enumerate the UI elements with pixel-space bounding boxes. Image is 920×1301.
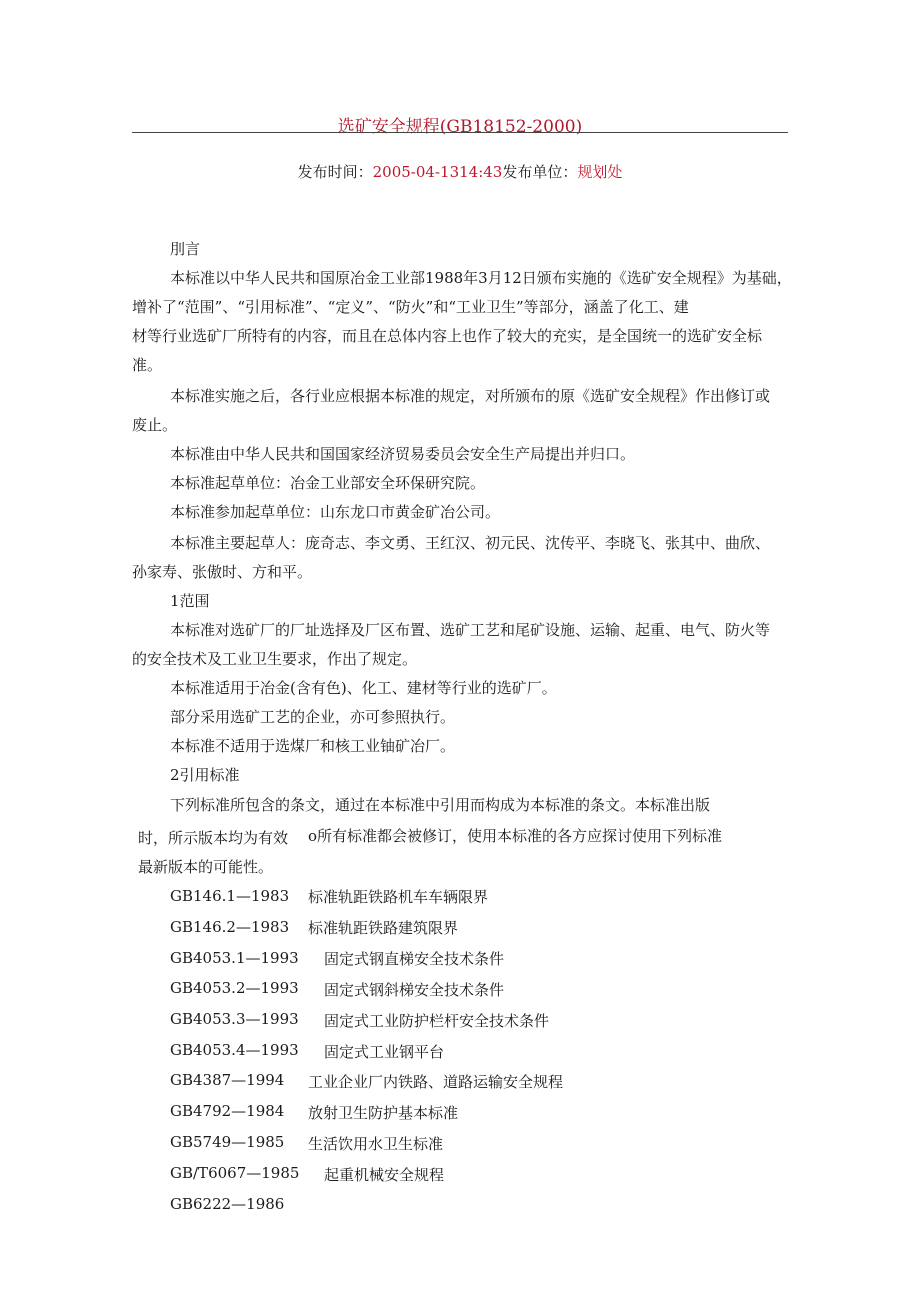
foreword-p1-l4: 准。 bbox=[132, 356, 163, 374]
publish-unit-label: 发布单位： bbox=[502, 163, 578, 181]
ref-code: GB4053.4—1993 bbox=[170, 1041, 299, 1059]
foreword-p6-l1: 本标准主要起草人：庞奇志、李文勇、王红汉、初元民、沈传平、李晓飞、张其中、曲欣、 bbox=[170, 534, 771, 552]
ref-name: 固定式工业防护栏杆安全技术条件 bbox=[324, 1012, 550, 1030]
foreword-p2-l1: 本标准实施之后，各行业应根据本标准的规定，对所颁布的原《选矿安全规程》作出修订或 bbox=[170, 387, 771, 405]
ref-code: GB146.1—1983 bbox=[170, 887, 290, 905]
ref-code: GB4387—1994 bbox=[170, 1071, 285, 1089]
normative-p1: 下列标准所包含的条文，通过在本标准中引用而构成为本标准的条文。本标准出版 bbox=[170, 796, 711, 814]
scope-p2: 本标准适用于冶金(含有色)、化工、建材等行业的选矿厂。 bbox=[170, 679, 557, 697]
foreword-p3: 本标准由中华人民共和国国家经济贸易委员会安全生产局提出并归口。 bbox=[170, 445, 636, 463]
scope-p3: 部分采用选矿工艺的企业，亦可参照执行。 bbox=[170, 708, 456, 726]
ref-name: 固定式工业钢平台 bbox=[324, 1043, 445, 1061]
publish-meta bbox=[0, 161, 920, 182]
ref-name: 生活饮用水卫生标准 bbox=[308, 1135, 444, 1153]
ref-name: 放射卫生防护基本标准 bbox=[308, 1104, 459, 1122]
publish-time: 2005-04-1314:43 bbox=[372, 163, 503, 181]
ref-name: 起重机械安全规程 bbox=[324, 1166, 445, 1184]
normative-right1: o所有标准都会被修订，使用本标准的各方应探讨使用下列标准 bbox=[308, 827, 723, 845]
scope-p1-l1: 本标准对选矿厂的厂址选择及厂区布置、选矿工艺和尾矿设施、运输、起重、电气、防火等 bbox=[170, 621, 771, 639]
normative-heading: 2引用标准 bbox=[170, 766, 240, 784]
ref-code: GB6222—1986 bbox=[170, 1195, 285, 1213]
normative-left1: 时，所示版本均为有效 bbox=[138, 829, 289, 847]
ref-name: 标准轨距铁路建筑限界 bbox=[308, 919, 459, 937]
ref-code: GB5749—1985 bbox=[170, 1133, 285, 1151]
foreword-p1-l3: 材等行业选矿厂所特有的内容，而且在总体内容上也作了较大的充实，是全国统一的选矿安全标 bbox=[132, 327, 763, 345]
ref-code: GB4053.3—1993 bbox=[170, 1010, 299, 1028]
publish-time-label: 发布时间： bbox=[297, 163, 373, 181]
ref-code: GB4053.1—1993 bbox=[170, 949, 299, 967]
foreword-p1-l1: 本标准以中华人民共和国原冶金工业部1988年3月12日颁布实施的《选矿安全规程》为基础， bbox=[170, 269, 792, 287]
publish-unit: 规划处 bbox=[577, 163, 623, 181]
ref-code: GB4053.2—1993 bbox=[170, 979, 299, 997]
ref-code: GB4792—1984 bbox=[170, 1102, 285, 1120]
foreword-p4: 本标准起草单位：冶金工业部安全环保研究院。 bbox=[170, 474, 486, 492]
ref-name: 标准轨距铁路机车车辆限界 bbox=[308, 888, 489, 906]
foreword-p1-l2: 增补了“范围”、“引用标准”、“定义”、“防火”和“工业卫生”等部分，涵盖了化工、建 bbox=[132, 298, 689, 316]
title-divider bbox=[132, 132, 788, 133]
scope-p4: 本标准不适用于选煤厂和核工业铀矿冶厂。 bbox=[170, 737, 456, 755]
normative-left2: 最新版本的可能性。 bbox=[138, 858, 274, 876]
ref-name: 固定式钢直梯安全技术条件 bbox=[324, 950, 505, 968]
ref-name: 工业企业厂内铁路、道路运输安全规程 bbox=[308, 1073, 564, 1091]
foreword-heading: 刖言 bbox=[170, 240, 201, 258]
scope-p1-l2: 的安全技术及工业卫生要求，作出了规定。 bbox=[132, 650, 418, 668]
foreword-p6-l2: 孙家寿、张傲时、方和平。 bbox=[132, 563, 313, 581]
doc-title[interactable]: 选矿安全规程(GB18152-2000) bbox=[337, 117, 583, 137]
ref-name: 固定式钢斜梯安全技术条件 bbox=[324, 981, 505, 999]
foreword-p5: 本标准参加起草单位：山东龙口市黄金矿冶公司。 bbox=[170, 503, 501, 521]
ref-code: GB/T6067—1985 bbox=[170, 1164, 300, 1182]
foreword-p2-l2: 废止。 bbox=[132, 416, 178, 434]
scope-heading: 1范围 bbox=[170, 592, 210, 610]
ref-code: GB146.2—1983 bbox=[170, 918, 290, 936]
